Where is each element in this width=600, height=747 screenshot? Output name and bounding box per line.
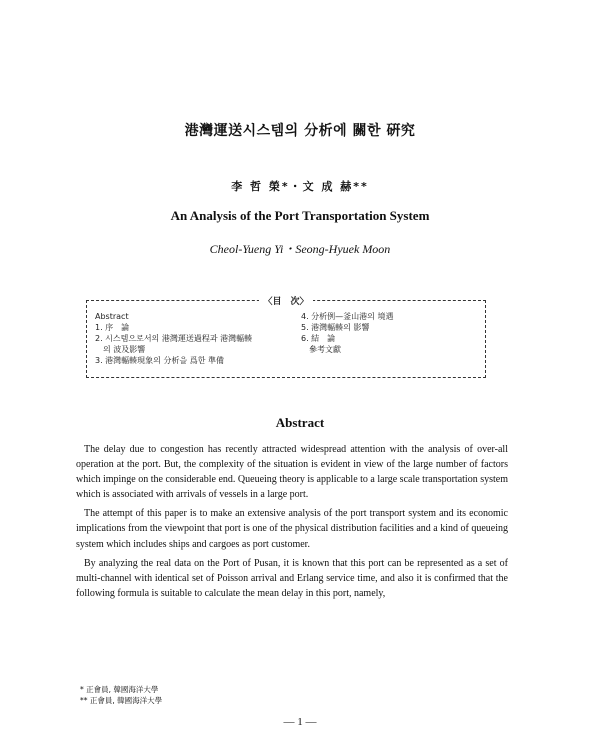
toc-item: 의 波及影響 (95, 345, 146, 354)
toc-heading-row (87, 294, 485, 307)
page-number: — 1 — (283, 716, 317, 728)
toc-heading: 〈目 次〉 (259, 297, 312, 307)
abstract-paragraph: The attempt of this paper is to make an extensive analysis of the port transport system and its economic implications from the viewpoint that port is one of the physical distribution facilities and a kind of queueing system which includes ships and cargoes as port customer. (76, 508, 508, 550)
abstract-heading: Abstract (275, 415, 325, 430)
footnotes (80, 684, 162, 706)
toc-item: 1. 序 論 (95, 323, 130, 332)
toc-item: 2. 시스템으로서의 港灣運送過程과 港灣輻輳 (95, 334, 253, 343)
toc-left-column (95, 311, 305, 366)
footnote: ** 正會員, 韓國海洋大學 (80, 696, 163, 705)
english-authors: Cheol-Yueng Yi・Seong-Hyuek Moon (209, 242, 391, 256)
toc-item: 6. 結 論 (301, 334, 336, 343)
korean-authors: 李 哲 榮*・文 成 赫** (231, 180, 369, 193)
toc-right-column (301, 311, 481, 355)
toc-item: 參考文獻 (301, 345, 341, 354)
abstract-paragraph: By analyzing the real data on the Port of Pusan, it is known that this port can be represented as a set of multi-channel with identical set of Poisson arrival and Erlang service time, and also it is confirmed that the following formula is suitable to calculate the mean delay in this port, namely, (76, 557, 508, 599)
footnote: * 正會員, 韓國海洋大學 (80, 685, 159, 694)
toc-item: 3. 港灣輻輳現象의 分析을 爲한 準備 (95, 356, 224, 365)
english-title: An Analysis of the Port Transportation System (170, 208, 430, 223)
table-of-contents (86, 297, 486, 378)
toc-item: 5. 港灣輻輳의 影響 (301, 323, 370, 332)
abstract-paragraph: The delay due to congestion has recently attracted widespread attention with the analysis of over-all operation at the port. But, the complexity of the situation is evident in view of the large number of factors which impinge on the considerable end. Queueing theory is applicable to a large scale transportation system which is associated with arrivals of vessels in a large port. (76, 444, 508, 501)
korean-title: 港灣運送시스템의 分析에 關한 硏究 (184, 123, 416, 139)
abstract-body (76, 442, 508, 605)
toc-item: Abstract (95, 312, 129, 321)
toc-item: 4. 分析例—釜山港의 境遇 (301, 312, 394, 321)
